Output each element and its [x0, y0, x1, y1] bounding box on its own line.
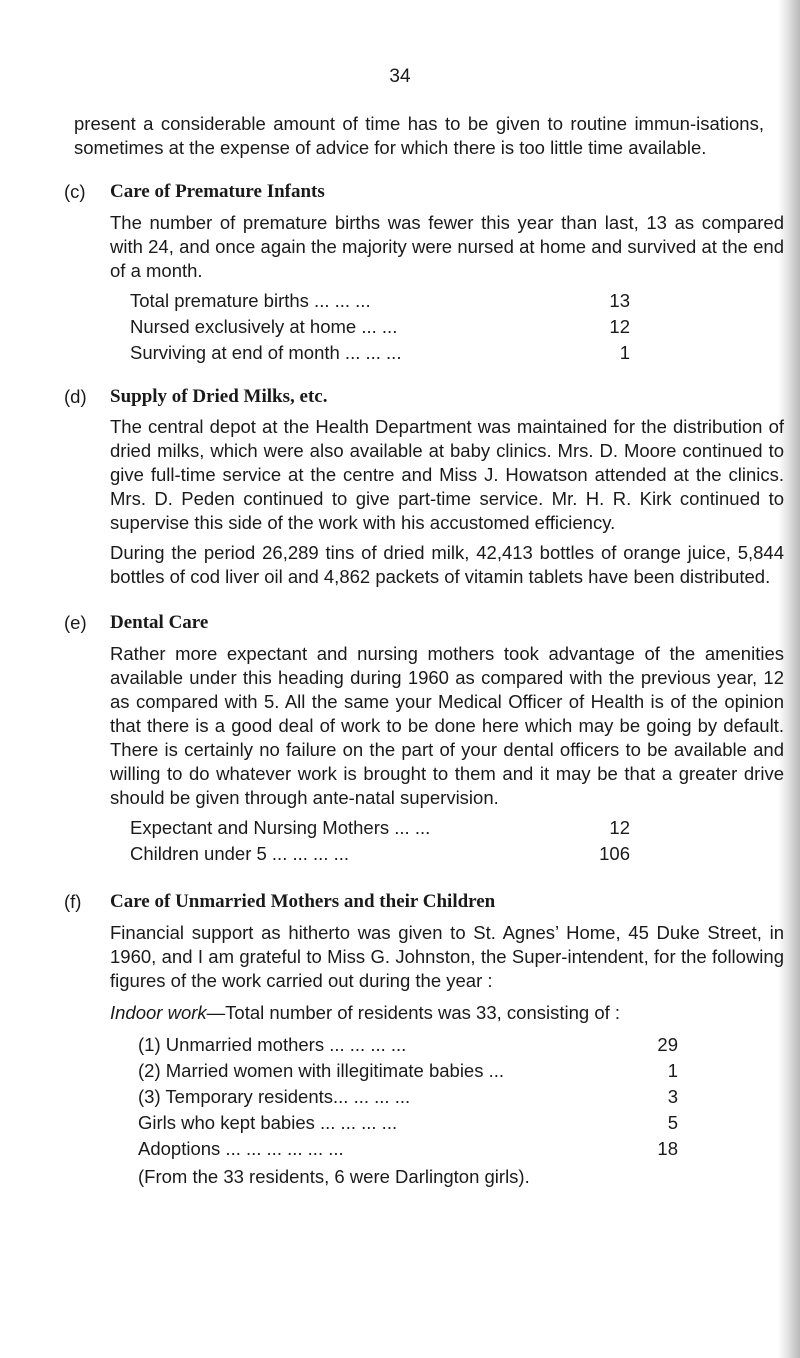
section-paragraph: Financial support as hitherto was given to St. Agnes’ Home, 45 Duke Street, in 1960, and I am grateful to Miss G. Johnston, the Super-intendent, for the following figures of the work carried out during the year : — [110, 922, 784, 991]
row-value: 3 — [667, 1086, 678, 1107]
document-body — [64, 112, 784, 1189]
intro-paragraph: present a considerable amount of time has to be given to routine immun-isations, sometimes at the expense of advice for which there is too little time available. — [74, 113, 764, 158]
indoor-work-line — [110, 1001, 784, 1025]
section-letter: (f) — [64, 891, 82, 912]
row-value: 29 — [657, 1034, 678, 1055]
table-row — [130, 341, 784, 367]
section-paragraph: During the period 26,289 tins of dried milk, 42,413 bottles of orange juice, 5,844 bottles of cod liver oil and 4,862 packets of vitamin tablets have been distributed. — [110, 542, 784, 587]
section-paragraph: The central depot at the Health Department was maintained for the distribution of dried milks, which were also available at baby clinics. Mrs. D. Moore continued to give full-time service at the centre and Miss J. Howatson attended at the clinics. Mrs. D. Peden continued to give part-time service. Mr. H. R. Kirk continued to supervise this side of the work with his accustomed efficiency. — [110, 416, 784, 533]
table-row — [130, 289, 784, 315]
section-heading: Care of Premature Infants — [110, 181, 325, 202]
row-label: (3) Temporary residents... ... ... ... — [138, 1086, 411, 1107]
table-row — [138, 1085, 784, 1111]
table-row — [130, 315, 784, 341]
row-value: 106 — [599, 843, 630, 864]
table-row — [138, 1137, 784, 1163]
dental-table — [130, 816, 784, 868]
section-heading: Care of Unmarried Mothers and their Children — [110, 891, 496, 912]
row-value: 1 — [667, 1060, 678, 1081]
section-letter: (c) — [64, 181, 86, 202]
footnote: (From the 33 residents, 6 were Darlington girls). — [138, 1166, 530, 1187]
page-number: 34 — [389, 66, 411, 87]
section-paragraph: The number of premature births was fewer this year than last, 13 as compared with 24, and once again the majority were nursed at home and survived at the end of a month. — [110, 212, 784, 281]
section-premature-infants — [64, 180, 784, 367]
row-label: Nursed exclusively at home ... ... — [130, 316, 398, 337]
section-paragraph: Rather more expectant and nursing mothers took advantage of the amenities available under this heading during 1960 as compared with the previous year, 12 as compared with 5. All the same your Medical Officer of Health is of the opinion that there is a good deal of work to be done here which may be going by default. There is certainly no failure on the part of your dental officers to be available and willing to do whatever work is brought to them and it may be that a greater drive should be given through ante-natal supervision. — [110, 643, 784, 808]
table-row — [130, 842, 784, 868]
row-label: Surviving at end of month ... ... ... — [130, 342, 402, 363]
table-row — [130, 816, 784, 842]
row-value: 12 — [609, 316, 630, 337]
row-label: Total premature births ... ... ... — [130, 290, 371, 311]
residents-table — [138, 1033, 784, 1189]
table-row — [138, 1033, 784, 1059]
row-value: 13 — [609, 290, 630, 311]
row-label: (1) Unmarried mothers ... ... ... ... — [138, 1034, 407, 1055]
row-value: 1 — [619, 342, 630, 363]
row-label: Expectant and Nursing Mothers ... ... — [130, 817, 431, 838]
indoor-work-label: Indoor work — [110, 1002, 207, 1023]
row-label: Children under 5 ... ... ... ... — [130, 843, 350, 864]
row-value: 18 — [657, 1138, 678, 1159]
section-unmarried-mothers — [64, 890, 784, 1189]
section-heading: Supply of Dried Milks, etc. — [110, 386, 328, 407]
row-value: 12 — [609, 817, 630, 838]
section-letter: (e) — [64, 612, 87, 633]
table-row — [138, 1111, 784, 1137]
section-heading: Dental Care — [110, 612, 209, 633]
row-label: Adoptions ... ... ... ... ... ... — [138, 1138, 344, 1159]
premature-table — [130, 289, 784, 367]
row-label: (2) Married women with illegitimate babies ... — [138, 1060, 505, 1081]
row-label: Girls who kept babies ... ... ... ... — [138, 1112, 398, 1133]
section-dental-care — [64, 611, 784, 868]
section-letter: (d) — [64, 386, 87, 407]
table-row — [138, 1059, 784, 1085]
row-value: 5 — [667, 1112, 678, 1133]
indoor-work-text: —Total number of residents was 33, consisting of : — [206, 1002, 621, 1023]
section-dried-milks — [64, 385, 784, 589]
